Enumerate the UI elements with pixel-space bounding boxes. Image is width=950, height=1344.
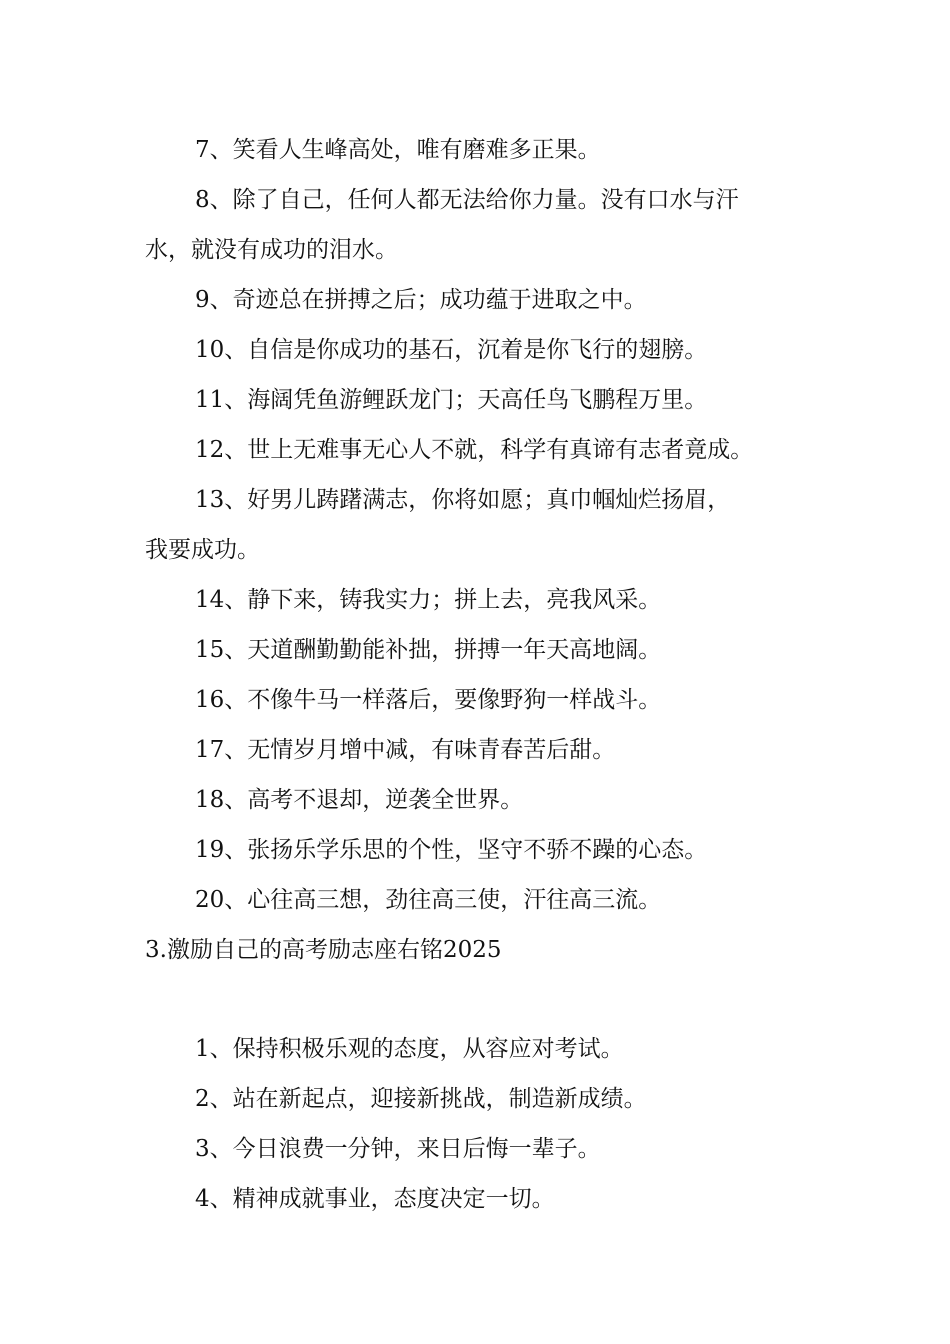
list-item-13: 13、好男儿踌躇满志，你将如愿；真巾帼灿烂扬眉，	[195, 487, 731, 513]
list-item-9: 9、奇迹总在拼搏之后；成功蕴于进取之中。	[195, 287, 647, 313]
section-heading: 3.激励自己的高考励志座右铭2025	[145, 937, 502, 963]
list-item-13-continued: 我要成功。	[145, 537, 260, 563]
list-item-2: 2、站在新起点，迎接新挑战，制造新成绩。	[195, 1086, 647, 1112]
list-item-15: 15、天道酬勤勤能补拙，拼搏一年天高地阔。	[195, 637, 662, 663]
list-item-4: 4、精神成就事业，态度决定一切。	[195, 1186, 555, 1212]
list-item-8: 8、除了自己，任何人都无法给你力量。没有口水与汗	[195, 187, 739, 213]
list-item-14: 14、静下来，铸我实力；拼上去，亮我风采。	[195, 587, 662, 613]
list-item-18: 18、高考不退却，逆袭全世界。	[195, 787, 524, 813]
list-item-10: 10、自信是你成功的基石，沉着是你飞行的翅膀。	[195, 337, 708, 363]
list-item-16: 16、不像牛马一样落后，要像野狗一样战斗。	[195, 687, 662, 713]
list-item-3: 3、今日浪费一分钟，来日后悔一辈子。	[195, 1136, 601, 1162]
list-item-19: 19、张扬乐学乐思的个性，坚守不骄不躁的心态。	[195, 837, 708, 863]
list-item-7: 7、笑看人生峰高处，唯有磨难多正果。	[195, 137, 601, 163]
list-item-8-continued: 水，就没有成功的泪水。	[145, 237, 398, 263]
list-item-20: 20、心往高三想，劲往高三使，汗往高三流。	[195, 887, 662, 913]
list-item-1: 1、保持积极乐观的态度，从容应对考试。	[195, 1036, 624, 1062]
list-item-17: 17、无情岁月增中减，有味青春苦后甜。	[195, 737, 616, 763]
list-item-11: 11、海阔凭鱼游鲤跃龙门；天高任鸟飞鹏程万里。	[195, 387, 708, 413]
list-item-12: 12、世上无难事无心人不就，科学有真谛有志者竟成。	[195, 437, 754, 463]
